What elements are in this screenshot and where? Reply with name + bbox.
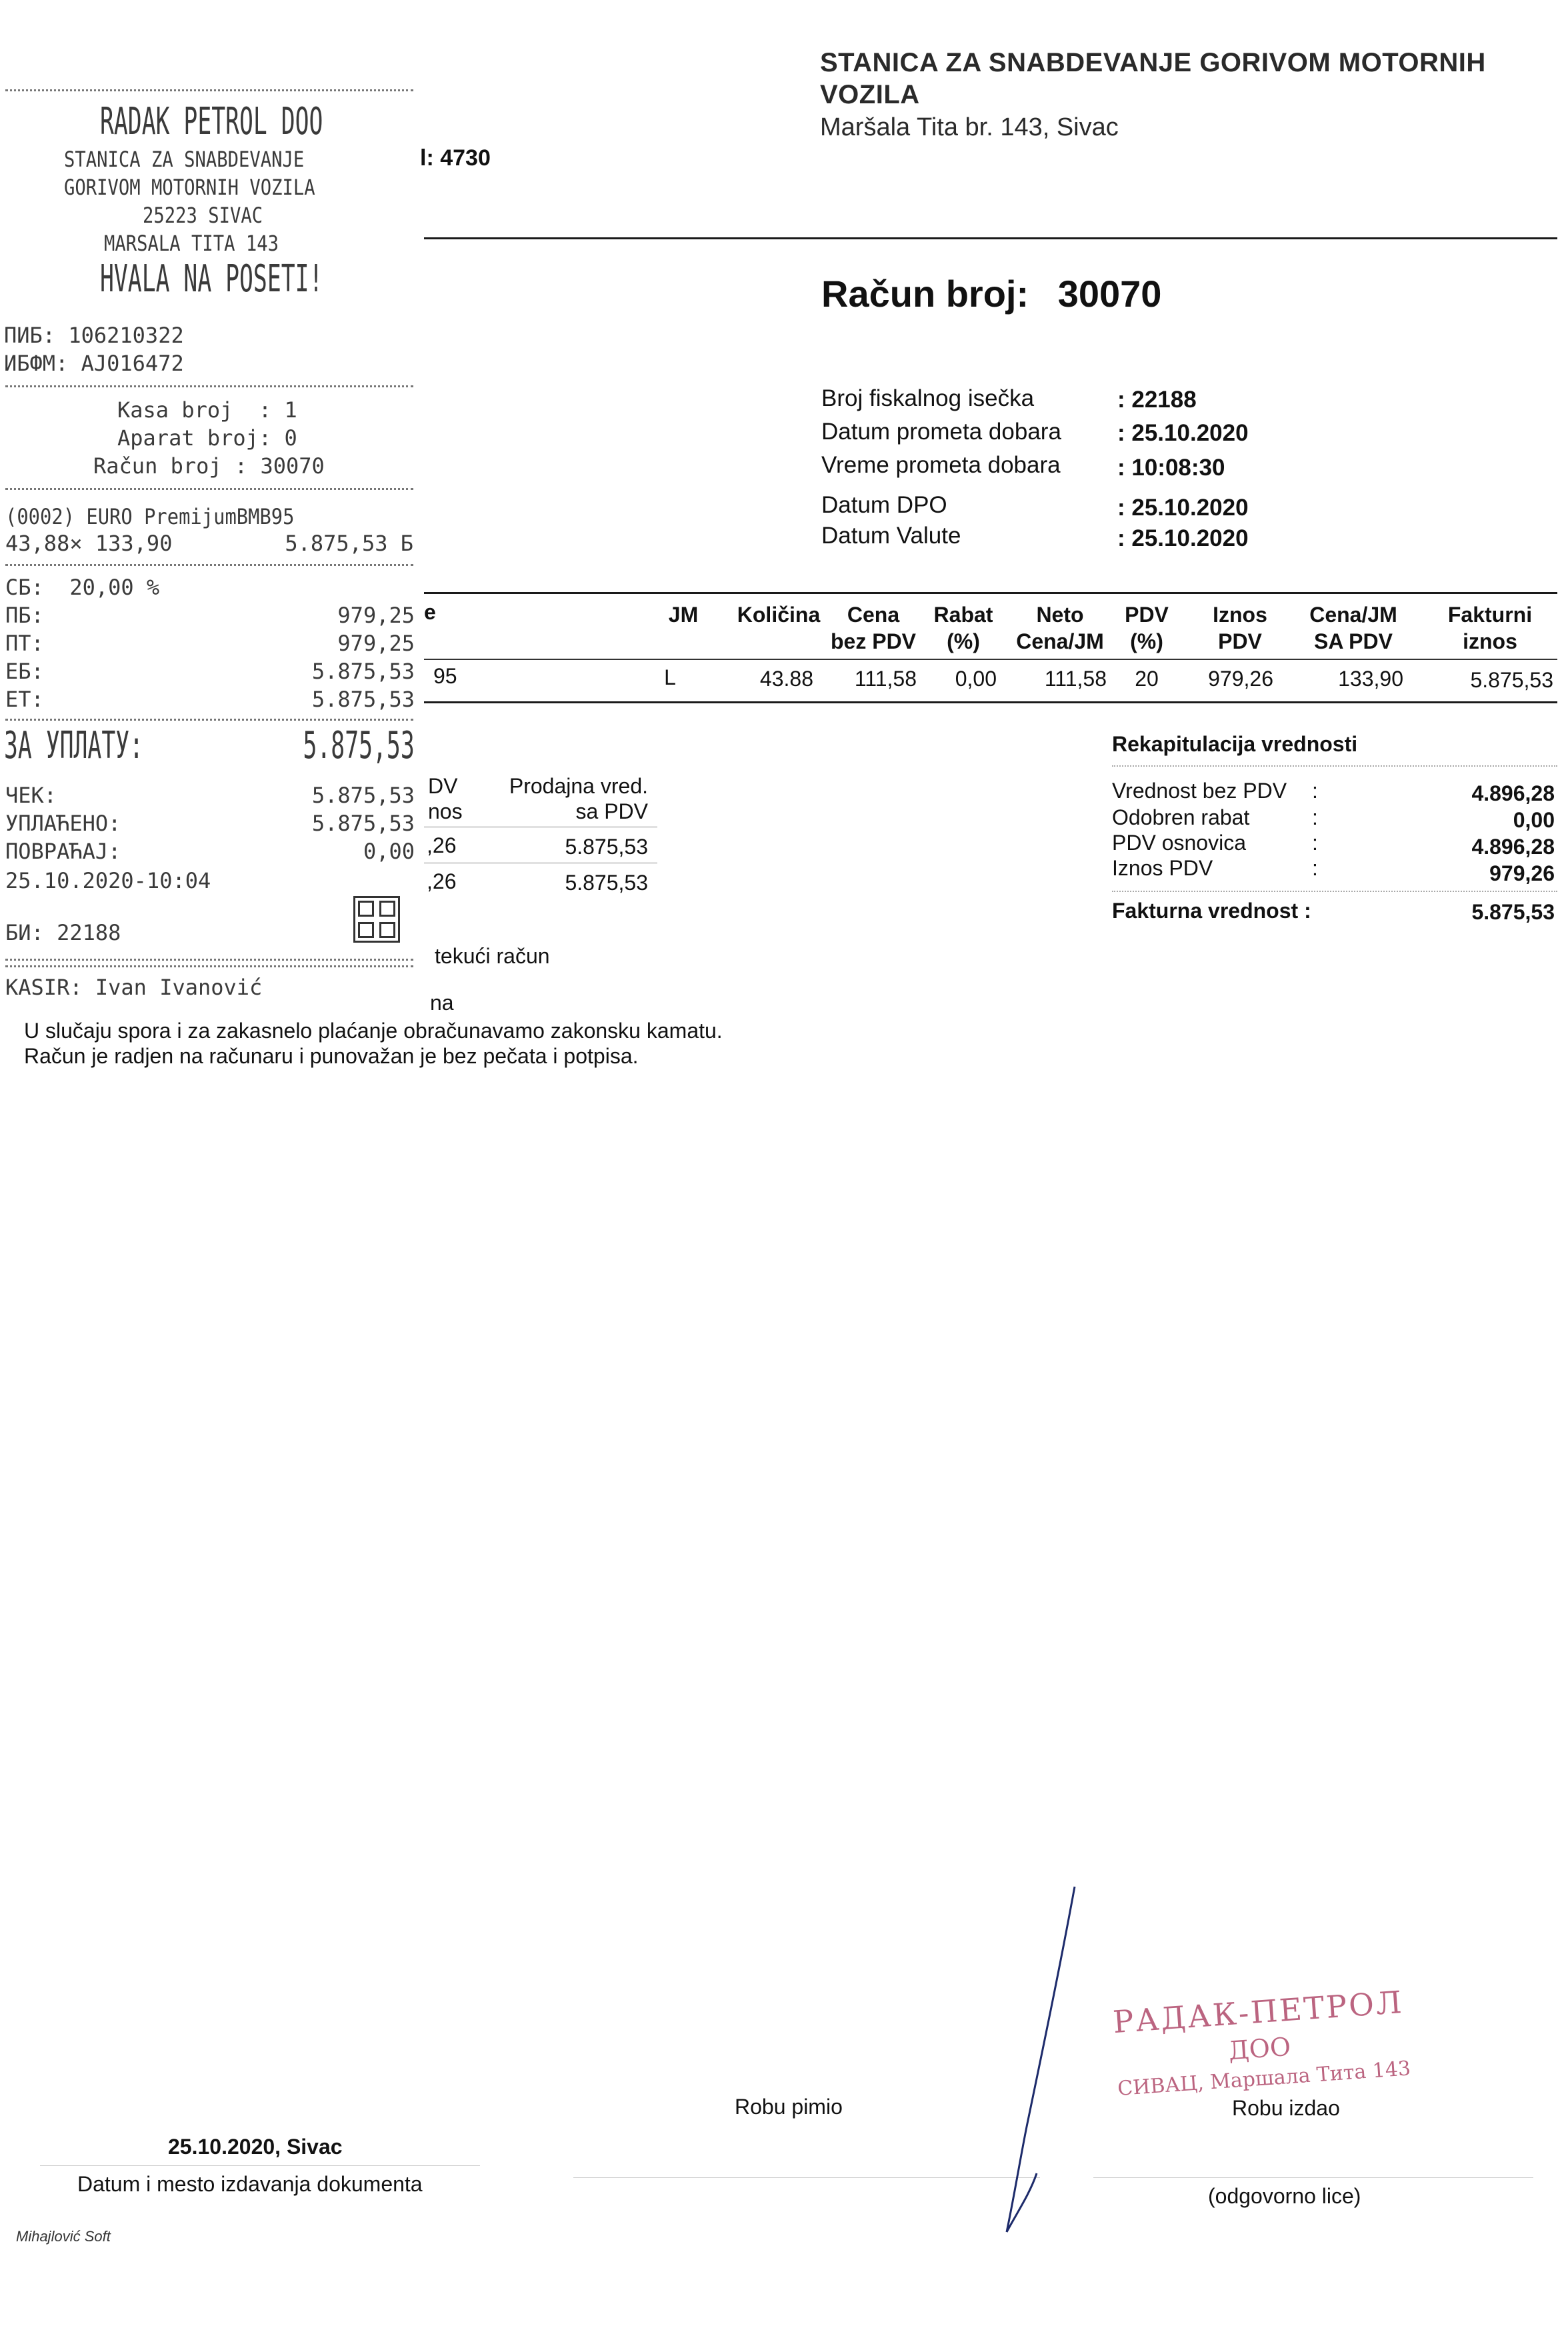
footer-received-line xyxy=(573,2177,1040,2178)
receipt-et-value: 5.875,53 xyxy=(311,687,415,712)
receipt-datetime: 25.10.2020-10:04 xyxy=(5,868,211,893)
receipt-item-name: (0002) EURO PremijumBMB95 xyxy=(5,504,295,529)
company-name-line2: VOZILA xyxy=(820,80,920,109)
col-header-cena-sa-pdv: Cena/JM SA PDV xyxy=(1309,603,1397,653)
receipt-thanks: HVALA NA POSETI! xyxy=(100,257,323,301)
receipt-line3: 25223 SIVAC xyxy=(143,203,263,228)
field-value-time: : 10:08:30 xyxy=(1117,455,1225,481)
recap-label-rabat: Odobren rabat xyxy=(1112,805,1250,829)
field-value-date: : 25.10.2020 xyxy=(1117,420,1249,446)
cell-rabat: 0,00 xyxy=(955,667,997,691)
receipt-pb-value: 979,25 xyxy=(337,603,415,628)
receipt-pb-label: ПБ: xyxy=(5,603,44,628)
receipt-divider xyxy=(5,89,413,91)
col-header-cena: Cena bez PDV xyxy=(830,603,917,653)
invoice-title xyxy=(821,272,1161,315)
receipt-pay-value: 5.875,53 xyxy=(303,724,415,767)
table-row-partial: 95 xyxy=(433,664,457,688)
receipt-pt-label: ПТ: xyxy=(5,631,44,656)
recap-title: Rekapitulacija vrednosti xyxy=(1112,732,1358,756)
receipt-cashier: KASIR: Ivan Ivanović xyxy=(5,975,263,1000)
receipt-pt-value: 979,25 xyxy=(337,631,415,656)
field-label-time: Vreme prometa dobara xyxy=(821,452,1061,478)
table-bottom-line xyxy=(424,701,1557,703)
partial-header-text: l: 4730 xyxy=(420,145,491,171)
stamp-line3: СИВАЦ, Маршала Тита 143 xyxy=(1117,2057,1412,2101)
receipt-pay-label: ЗА УПЛАТУ: xyxy=(4,724,144,767)
receipt-paid-label: УПЛАЋЕНО: xyxy=(5,811,121,836)
footer-date-line xyxy=(40,2165,480,2166)
receipt-et-label: ЕТ: xyxy=(5,687,44,712)
receipt-item-total: 5.875,53 Б xyxy=(285,531,413,556)
field-value-fiscal: : 22188 xyxy=(1117,387,1197,413)
notes-line1: U slučaju spora i za zakasnelo plaćanje obračunavamo zakonsku kamatu. xyxy=(24,1019,723,1043)
receipt-company: RADAK PETROL DOO xyxy=(100,100,323,143)
receipt-divider xyxy=(5,564,413,566)
table-header-underline xyxy=(424,659,1557,660)
cell-iznos-pdv: 979,26 xyxy=(1208,667,1273,691)
notes-partial: na xyxy=(430,991,454,1015)
receipt-return-label: ПОВРАЋАЈ: xyxy=(5,839,121,864)
notes-line2: Račun je radjen na računaru i punovažan je bez pečata i potpisa. xyxy=(24,1044,639,1068)
cell-cena-sa-pdv: 133,90 xyxy=(1338,667,1403,691)
receipt-divider xyxy=(5,488,413,490)
receipt-aparat: Aparat broj: 0 xyxy=(117,425,297,451)
receipt-chek-label: ЧЕК: xyxy=(5,783,57,808)
col-header-fakturni: Fakturni iznos xyxy=(1447,603,1533,653)
receipt-divider xyxy=(5,719,413,721)
tax-row1-b: 5.875,53 xyxy=(565,835,648,859)
tax-row2-b: 5.875,53 xyxy=(565,871,648,895)
recap-total-divider xyxy=(1112,891,1557,892)
recap-title-divider xyxy=(1112,765,1557,767)
field-label-fiscal: Broj fiskalnog isečka xyxy=(821,385,1035,411)
receipt-line4: MARSALA TITA 143 xyxy=(104,231,279,256)
recap-label-iznos-pdv: Iznos PDV xyxy=(1112,856,1213,880)
field-label-dpo: Datum DPO xyxy=(821,492,947,518)
tax-col2-header: Prodajna vred. sa PDV xyxy=(509,774,648,823)
fiscal-receipt xyxy=(0,75,419,1001)
receipt-line1: STANICA ZA SNABDEVANJE xyxy=(64,147,305,172)
header-divider xyxy=(424,237,1557,239)
recap-colon-2: : xyxy=(1312,805,1318,829)
recap-value-bez-pdv: 4.896,28 xyxy=(1471,781,1555,805)
receipt-sb: СБ: 20,00 % xyxy=(5,575,160,600)
receipt-pib: ПИБ: 106210322 xyxy=(4,323,184,348)
field-label-date: Datum prometa dobara xyxy=(821,419,1061,445)
recap-label-bez-pdv: Vrednost bez PDV xyxy=(1112,779,1287,803)
footer-issued-line xyxy=(1093,2177,1533,2178)
cell-pdv: 20 xyxy=(1135,667,1159,691)
receipt-racun: Račun broj : 30070 xyxy=(93,453,325,479)
payment-method: tekući račun xyxy=(435,944,550,968)
receipt-chek-value: 5.875,53 xyxy=(311,783,415,808)
col-header-neto: Neto Cena/JM xyxy=(1016,603,1104,653)
receipt-eb-label: ЕБ: xyxy=(5,659,44,684)
partial-table-header: e xyxy=(424,600,436,624)
field-label-valuta: Datum Valute xyxy=(821,523,961,549)
cell-neto: 111,58 xyxy=(1044,667,1107,691)
company-name-line1: STANICA ZA SNABDEVANJE GORIVOM MOTORNIH xyxy=(820,48,1486,77)
stamp-line2: ДОО xyxy=(1227,2031,1292,2066)
recap-colon-4: : xyxy=(1312,856,1318,880)
receipt-ibfm: ИБФМ: АЈ016472 xyxy=(4,351,184,376)
recap-value-iznos-pdv: 979,26 xyxy=(1489,861,1555,885)
col-header-rabat: Rabat (%) xyxy=(933,603,993,653)
cell-fakturni: 5.875,53 xyxy=(1470,668,1553,692)
receipt-kasa: Kasa broj : 1 xyxy=(117,397,297,423)
invoice-number: 30070 xyxy=(1057,273,1162,315)
recap-value-rabat: 0,00 xyxy=(1513,808,1555,832)
col-header-kolicina: Količina xyxy=(737,603,821,627)
receipt-divider xyxy=(5,959,413,961)
footer-date-place-label: Datum i mesto izdavanja dokumenta xyxy=(77,2172,423,2196)
footer-received-label: Robu pimio xyxy=(735,2095,843,2119)
cell-jm: L xyxy=(664,665,676,689)
receipt-code-icon xyxy=(353,896,400,943)
receipt-bi: БИ: 22188 xyxy=(5,920,121,945)
tax-col1-header: DV nos xyxy=(428,774,463,823)
stamp-line1: РАДАК-ПЕТРОЛ xyxy=(1111,1983,1405,2041)
receipt-divider xyxy=(5,965,413,967)
recap-total-label: Fakturna vrednost : xyxy=(1112,899,1311,923)
receipt-divider xyxy=(5,385,413,387)
company-address: Maršala Tita br. 143, Sivac xyxy=(820,113,1119,141)
field-value-dpo: : 25.10.2020 xyxy=(1117,495,1249,521)
cell-kolicina: 43.88 xyxy=(759,667,813,691)
field-value-valuta: : 25.10.2020 xyxy=(1117,525,1249,551)
recap-total-value: 5.875,53 xyxy=(1471,900,1555,924)
receipt-line2: GORIVOM MOTORNIH VOZILA xyxy=(64,175,315,200)
col-header-pdv: PDV (%) xyxy=(1125,603,1169,653)
recap-colon-1: : xyxy=(1312,779,1318,803)
footer-responsible-label: (odgovorno lice) xyxy=(1208,2184,1361,2208)
receipt-return-value: 0,00 xyxy=(363,839,415,864)
footer-date-place: 25.10.2020, Sivac xyxy=(168,2135,343,2159)
table-top-line xyxy=(424,592,1557,594)
cell-cena: 111,58 xyxy=(854,667,917,691)
recap-value-osnovica: 4.896,28 xyxy=(1471,835,1555,859)
col-header-jm: JM xyxy=(668,603,699,627)
recap-label-osnovica: PDV osnovica xyxy=(1112,831,1246,855)
col-header-iznos-pdv: Iznos PDV xyxy=(1213,603,1267,653)
recap-colon-3: : xyxy=(1312,831,1318,855)
handwritten-signature xyxy=(980,1880,1113,2240)
footer-issued-label: Robu izdao xyxy=(1232,2096,1340,2120)
tax-row2-a: ,26 xyxy=(427,869,457,893)
receipt-item-qty: 43,88× 133,90 xyxy=(5,531,173,556)
tax-row1-a: ,26 xyxy=(427,833,457,857)
invoice-title-label: Račun broj: xyxy=(821,273,1029,315)
receipt-paid-value: 5.875,53 xyxy=(311,811,415,836)
receipt-eb-value: 5.875,53 xyxy=(311,659,415,684)
software-credit: Mihajlović Soft xyxy=(16,2228,111,2245)
